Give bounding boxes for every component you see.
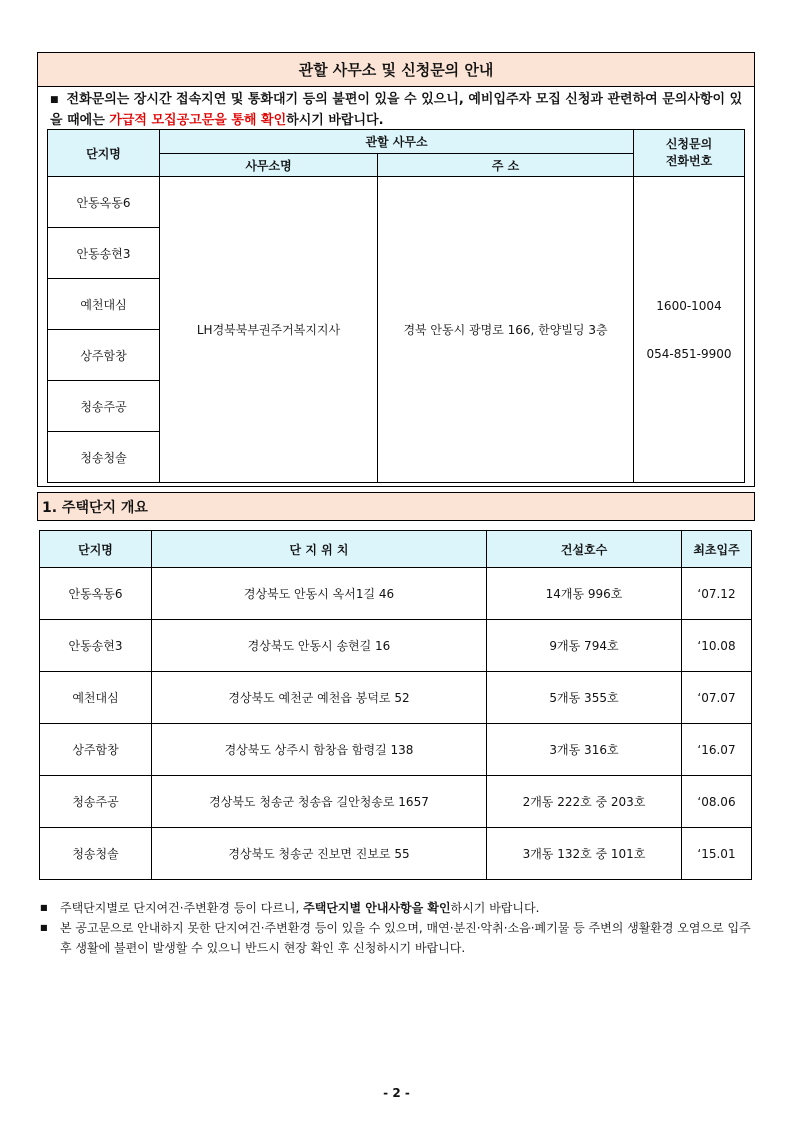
- move-in-cell: ‘10.08: [682, 620, 752, 672]
- phone-number-1: 1600-1004: [656, 298, 722, 313]
- units-cell: 5개동 355호: [487, 672, 682, 724]
- complex-cell: 안동옥동6: [40, 568, 152, 620]
- complex-cell: 상주함창: [40, 724, 152, 776]
- note1-bold: 주택단지별 안내사항을 확인: [303, 901, 451, 915]
- notice-highlight: 가급적 모집공고문을 통해 확인: [109, 113, 287, 128]
- notice-text-before: 전화문의는 장시간 접속지연 및 통화대기 등의 불편이 있을 수 있으니, 예비입주자 모집 신청과 관련하여 문의사항이 있을 때에는: [50, 92, 743, 128]
- header-complex: 단지명: [40, 531, 152, 568]
- complex-cell: 청송주공: [48, 381, 160, 432]
- table-row: [40, 620, 752, 672]
- table-row: [40, 672, 752, 724]
- header-phone: 신청문의 전화번호: [634, 130, 745, 177]
- complex-cell: 청송청솔: [48, 432, 160, 483]
- table-row: [40, 724, 752, 776]
- note-item: [40, 918, 755, 958]
- header-office-name: 사무소명: [160, 154, 378, 177]
- overview-section-title: 1. 주택단지 개요: [37, 492, 755, 521]
- location-cell: 경상북도 청송군 진보면 진보로 55: [152, 828, 487, 880]
- square-bullet-icon: ■: [40, 923, 48, 932]
- note-text: [60, 898, 539, 918]
- units-cell: 2개동 222호 중 203호: [487, 776, 682, 828]
- location-cell: 경상북도 안동시 송현길 16: [152, 620, 487, 672]
- location-cell: 경상북도 청송군 청송읍 길안청송로 1657: [152, 776, 487, 828]
- header-first-move-in: 최초입주: [682, 531, 752, 568]
- table-row: [40, 828, 752, 880]
- location-cell: 경상북도 상주시 함창읍 함령길 138: [152, 724, 487, 776]
- page-number: - 2 -: [383, 1086, 410, 1100]
- units-cell: 3개동 132호 중 101호: [487, 828, 682, 880]
- location-cell: 경상북도 안동시 옥서1길 46: [152, 568, 487, 620]
- note1-after: 하시기 바랍니다.: [450, 901, 540, 915]
- units-cell: 14개동 996호: [487, 568, 682, 620]
- notes-list: [40, 898, 755, 958]
- units-cell: 3개동 316호: [487, 724, 682, 776]
- table-row: [40, 568, 752, 620]
- move-in-cell: ‘07.12: [682, 568, 752, 620]
- complex-cell: 안동송현3: [48, 228, 160, 279]
- move-in-cell: ‘07.07: [682, 672, 752, 724]
- units-cell: 9개동 794호: [487, 620, 682, 672]
- complex-cell: 예천대심: [40, 672, 152, 724]
- office-info-section: [37, 52, 755, 487]
- move-in-cell: ‘08.06: [682, 776, 752, 828]
- location-cell: 경상북도 예천군 예천읍 봉덕로 52: [152, 672, 487, 724]
- header-office-group: 관할 사무소: [160, 130, 634, 154]
- complex-cell: 청송청솔: [40, 828, 152, 880]
- phone-number-2: 054-851-9900: [646, 346, 732, 361]
- table-row: [40, 776, 752, 828]
- move-in-cell: ‘15.01: [682, 828, 752, 880]
- square-bullet-icon: ■: [50, 95, 59, 105]
- note2-text: 본 공고문으로 안내하지 못한 단지여건·주변환경 등이 있을 수 있으며, 매연·분진·악취·소음·폐기물 등 주변의 생활환경 오염으로 입주 후 생활에 불편이 발생할 수 있으니 반드시 현장 확인 후 신청하시기 바랍니다.: [60, 921, 751, 955]
- header-complex: 단지명: [48, 130, 160, 177]
- overview-table: [39, 530, 752, 880]
- phone-cell: [634, 177, 745, 483]
- header-address: 주 소: [378, 154, 634, 177]
- complex-cell: 상주함창: [48, 330, 160, 381]
- address-cell: 경북 안동시 광명로 166, 한양빌딩 3층: [378, 177, 634, 483]
- complex-cell: 청송주공: [40, 776, 152, 828]
- header-units: 건설호수: [487, 531, 682, 568]
- complex-cell: 안동옥동6: [48, 177, 160, 228]
- office-section-title: 관할 사무소 및 신청문의 안내: [38, 53, 754, 87]
- note-item: [40, 898, 755, 918]
- note1-before: 주택단지별로 단지여건·주변환경 등이 다르니,: [60, 901, 304, 915]
- complex-cell: 예천대심: [48, 279, 160, 330]
- header-location: 단 지 위 치: [152, 531, 487, 568]
- notice-text-after: 하시기 바랍니다.: [286, 113, 384, 128]
- complex-cell: 안동송현3: [40, 620, 152, 672]
- square-bullet-icon: ■: [40, 903, 48, 912]
- phone-inquiry-notice: [38, 87, 754, 131]
- move-in-cell: ‘16.07: [682, 724, 752, 776]
- office-table: [47, 129, 745, 483]
- office-name-cell: LH경북북부권주거복지지사: [160, 177, 378, 483]
